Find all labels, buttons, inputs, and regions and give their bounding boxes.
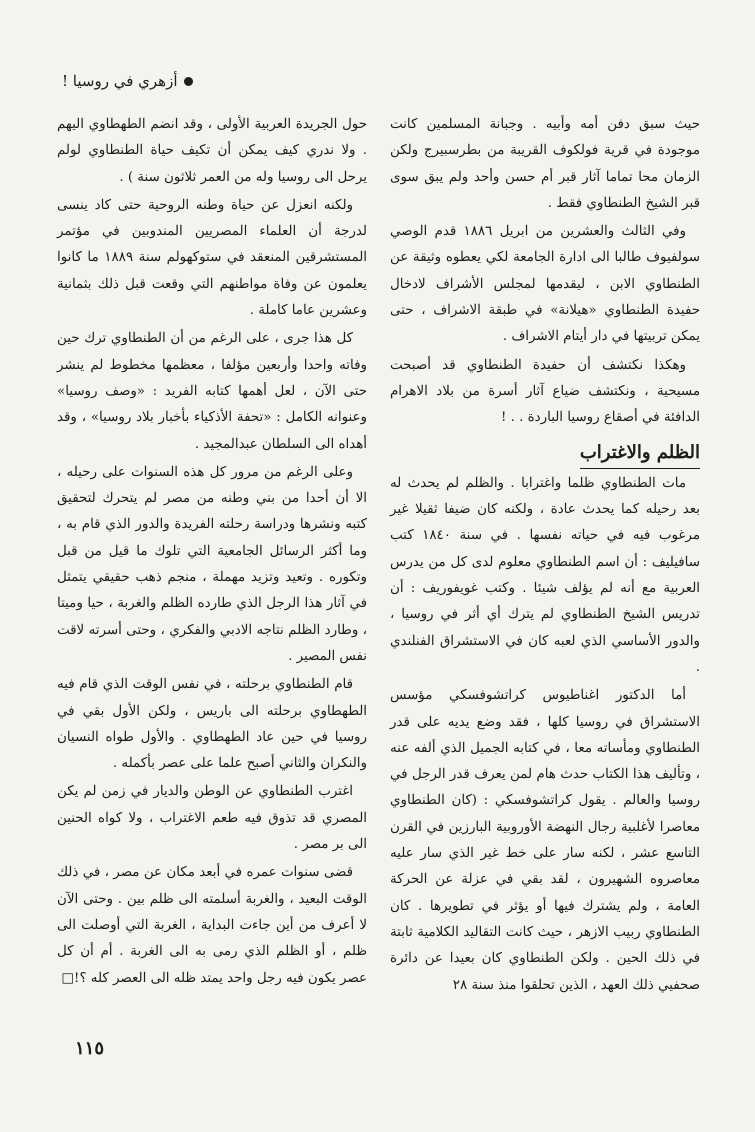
paragraph: قضى سنوات عمره في أبعد مكان عن مصر ، في ذلك الوقت البعيد ، والغربة أسلمته الى ظلم بين . وحتى الآن لا أعرف من أين جاءت البداية ، الغربة التي أوصلت الى ظلم ، أو الظلم الذي رمى به الى الغربة . أم أن كل عصر يكون فيه رجل واحد يمتد ظله الى العصر كله ؟!□ bbox=[57, 865, 367, 986]
paragraph: ولكنه انعزل عن حياة وطنه الروحية حتى كاد ينسى لدرجة أن العلماء المصريين المندوبين في مؤتمر المستشرقين المنعقد في ستوكهولم سنة ١٨٨٩ ما كانوا يعلمون عن وفاة مواطنهم التي وقعت قبل ذلك بثمانية وعشرين عاما كاملة . bbox=[57, 197, 367, 319]
paragraph: قام الطنطاوي برحلته ، في نفس الوقت الذي قام فيه الطهطاوي برحلته الى باريس ، ولكن الأول بقي في روسيا في حين عاد الطهطاوي . والأول طواه النسيان والنكران والثاني أصبح علما على عصر بأكمله . bbox=[57, 677, 367, 772]
section-title: الظلم والاغتراب bbox=[580, 440, 700, 469]
paragraph: اغترب الطنطاوي عن الوطن والديار في زمن لم يكن المصري قد تذوق فيه طعم الاغتراب ، ولا كواه الحنين الى بر مصر . bbox=[57, 784, 367, 853]
paragraph: أما الدكتور اغناطيوس كراتشوفسكي مؤسس الاستشراق في روسيا كلها ، فقد وضع يديه على قدر الطنطاوي ومأساته معا ، في كتابه الجميل الذي ألفه عنه ، وتأليف هذا الكتاب حدث هام لمن يعرف قدر الرجل في روسيا والعالم . يقول كراتشوفسكي : (كان الطنطاوي معاصرا لأغلبية رجال النهضة الأوروبية البارزين في القرن التاسع عشر ، لكنه سار على خط غير الذي سار عليه معاصروه الشهيرون ، لقد بقي في عزلة عن الحركة العامة ، ولم يشترك فيها أو يؤثر في تطويرها . كان الطنطاوي ربيب الازهر ، حيث كانت التقاليد الكلامية ثابتة في ذلك الحين . ولكن الطنطاوي كان بعيدا عن دائرة صحفيي ذلك العهد ، الذين تحلقوا منذ سنة ٢٨ bbox=[390, 688, 700, 993]
right-column bbox=[390, 112, 700, 1001]
paragraph: وفي الثالث والعشرين من ابريل ١٨٨٦ قدم الوصي سولفيوف طالبا الى ادارة الجامعة لكي يعطوه وثيقة عن الطنطاوي الابن ، ليقدمها لمجلس الأشراف لادخال حفيدة الطنطاوي «هيلانة» في طبقة الاشراف ، حتى يمكن تربيتها في دار أيتام الاشراف . bbox=[390, 224, 700, 345]
bullet-icon bbox=[184, 77, 193, 86]
paragraph: وهكذا نكتشف أن حفيدة الطنطاوي قد أصبحت مسيحية ، ونكتشف ضياع آثار أسرة من بلاد الاهرام الدافئة في أصقاع روسيا الباردة . . ! bbox=[390, 357, 700, 426]
paragraph: كل هذا جرى ، على الرغم من أن الطنطاوي ترك حين وفاته واحدا وأربعين مؤلفا ، معظمها مخطوط لم ينشر حتى الآن ، لعل أهمها كتابه الفريد : «وصف روسيا» وعنوانه الكامل : «تحفة الأذكياء بأخبار بلاد روسيا» ، وقد أهداه الى السلطان عبدالمجيد . bbox=[57, 331, 367, 452]
paragraph: مات الطنطاوي ظلما واغترابا . والظلم لم يحدث له بعد رحيله كما يحدث عادة ، ولكنه كان ضيفا ثقيلا غير مرغوب فيه في حياته نفسها . في سنة ١٨٤٠ كتب سافيليف : أن اسم الطنطاوي معلوم لدى كل من يدرس العربية مع أنه لم يؤلف شيئا . وكتب غويفوريف : أن تدريس الشيخ الطنطاوي لم يترك أي أثر في روسيا ، والدور الأساسي الذي لعبه كان في الاستشراق الفنلندي . bbox=[390, 475, 700, 675]
left-column bbox=[57, 112, 367, 994]
paragraph: وعلى الرغم من مرور كل هذه السنوات على رحيله ، الا أن أحدا من بني وطنه من مصر لم يتحرك لتحقيق كتبه ونشرها ودراسة رحلته الفريدة والدور الذي قام به ، وما أكثر الرسائل الجامعية التي تلوك ما قيل من قبل وتكوره . وتعيد وتزيد مهملة ، منجم ذهب حقيقي يتمثل في آثار هذا الرجل الذي طارده الظلم والغربة ، حيا وميتا ، وطارد الظلم نتاجه الادبي والفكري ، وحتى أسرته لاقت نفس المصير . bbox=[57, 464, 367, 664]
page-number: ١١٥ bbox=[75, 1038, 105, 1059]
running-title: أزهري في روسيا ! bbox=[62, 72, 178, 90]
paragraph: حول الجريدة العربية الأولى ، وقد انضم الطهطاوي اليهم . ولا ندري كيف يمكن أن تكيف حياة الطنطاوي لولم يرحل الى روسيا وله من العمر ثلاثون سنة ) . bbox=[57, 117, 367, 185]
paragraph: حيث سبق دفن أمه وأبيه . وجبانة المسلمين كانت موجودة في قرية فولكوف القريبة من بطرسبيرج ولكن الزمان محا تماما آثار قبر أم حسن وأحد ولم يبق سوى قبر الشيخ الطنطاوي فقط . bbox=[390, 117, 700, 211]
running-header bbox=[62, 72, 193, 90]
